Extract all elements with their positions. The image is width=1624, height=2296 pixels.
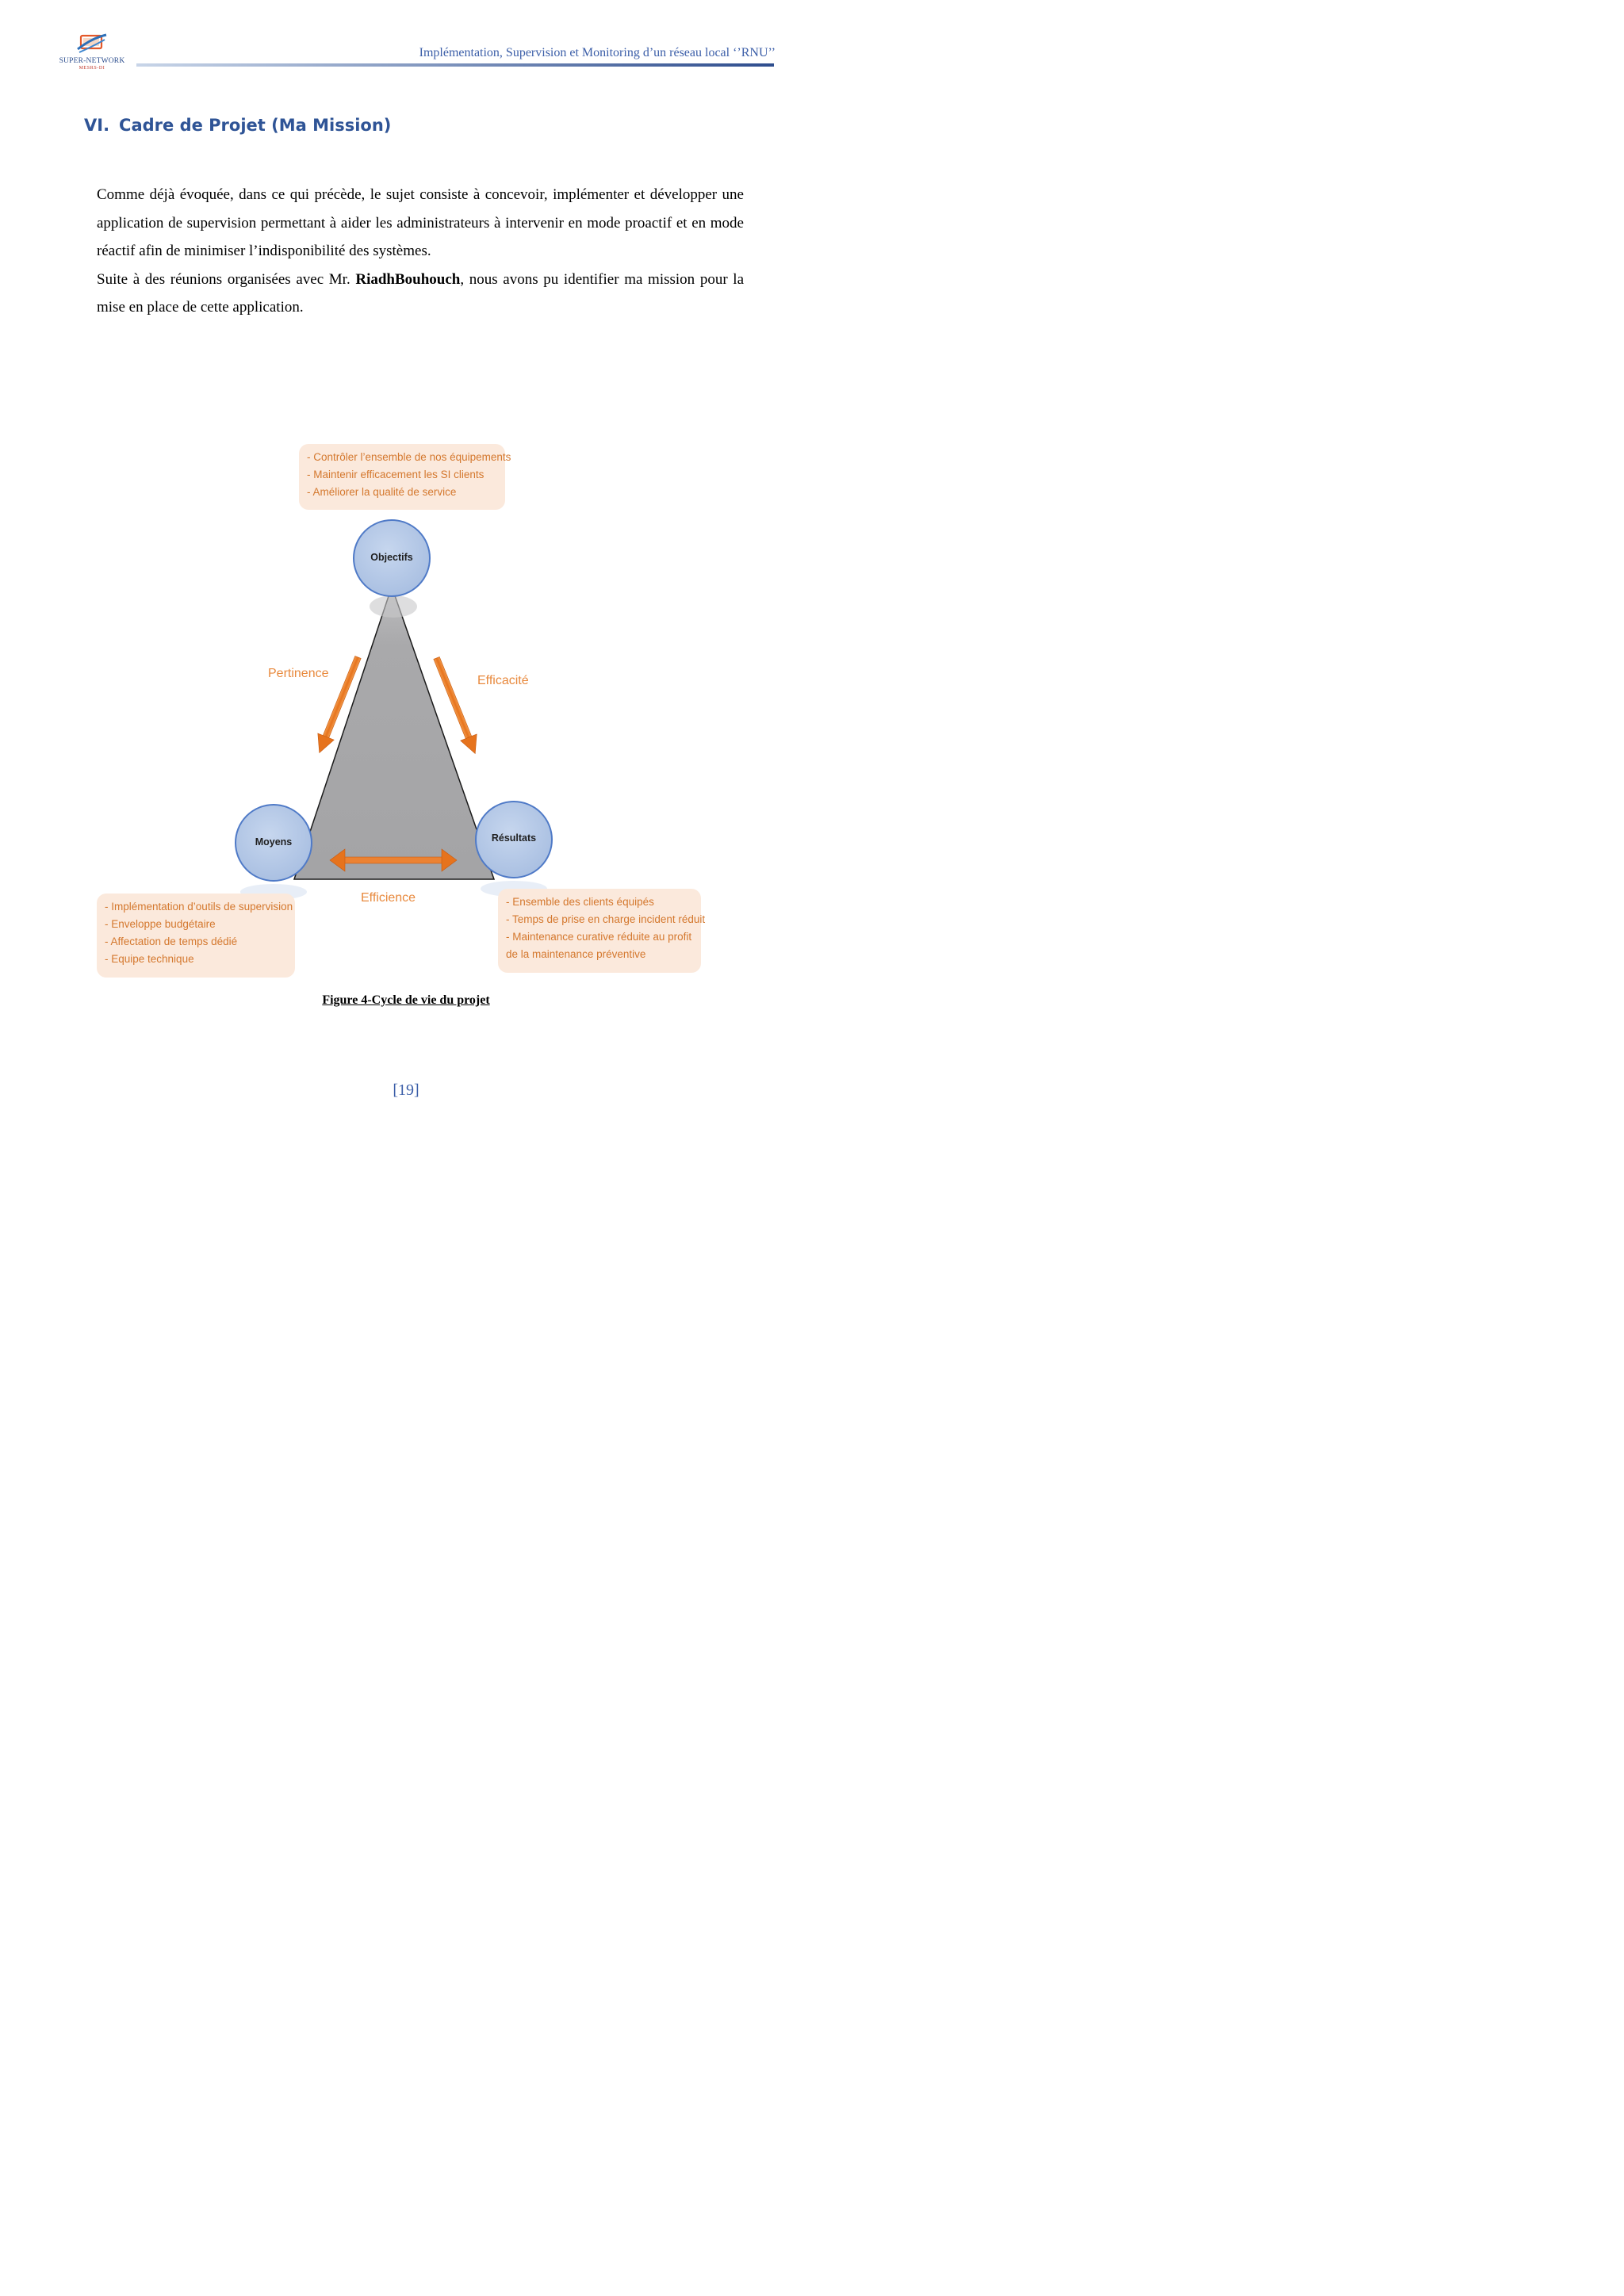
resultats-item: - Maintenance curative réduite au profit [506, 931, 692, 943]
moyens-box [97, 894, 295, 978]
resultats-item: de la maintenance préventive [506, 948, 646, 960]
objectifs-label: Objectifs [370, 552, 413, 563]
objectifs-item: - Améliorer la qualité de service [307, 486, 457, 498]
paragraph-2 [97, 266, 744, 322]
moyens-item: - Enveloppe budgétaire [105, 918, 216, 930]
resultats-item: - Ensemble des clients équipés [506, 896, 654, 908]
person-name: RiadhBouhouch [355, 270, 461, 288]
monitor-logo-icon [76, 33, 108, 54]
logo-text: SUPER-NETWORK [59, 57, 125, 65]
section-heading [84, 116, 391, 135]
logo-subtext: MESRS-DI [79, 66, 105, 71]
paragraph-1: Comme déjà évoquée, dans ce qui précède, le sujet consiste à concevoir, implémenter et développer une application de supervision permettant à aider les administrateurs à intervenir en mode proactif et en mode réactif afin de minimiser l’indisponibilité des systèmes. [97, 186, 744, 260]
resultats-item: - Temps de prise en charge incident réduit [506, 913, 706, 925]
moyens-item: - Affectation de temps dédié [105, 936, 238, 947]
running-header-title: Implémentation, Supervision et Monitoring d’un réseau local ‘’RNU’’ [419, 46, 776, 59]
efficacite-label: Efficacité [477, 674, 529, 687]
paragraph-2-end: , nous avons pu identifier ma mission pour la mise en place de cette application. [97, 270, 745, 316]
moyens-item: - Equipe technique [105, 953, 194, 965]
figure-caption: Figure 4-Cycle de vie du projet [322, 993, 490, 1007]
efficience-label: Efficience [361, 891, 416, 905]
page-number: [19] [393, 1081, 419, 1099]
triangle-highlight [370, 595, 417, 618]
body-text [97, 181, 744, 322]
moyens-item: - Implémentation d’outils de supervision [105, 901, 293, 913]
resultats-box [498, 889, 706, 973]
objectifs-item: - Contrôler l’ensemble de nos équipements [307, 451, 511, 463]
pertinence-label: Pertinence [268, 667, 329, 680]
objectifs-item: - Maintenir efficacement les SI clients [307, 469, 485, 480]
super-network-logo [52, 32, 132, 76]
moyens-label: Moyens [255, 836, 293, 848]
document-page [0, 0, 812, 1148]
project-lifecycle-diagram [91, 440, 710, 995]
resultats-label: Résultats [491, 832, 537, 844]
paragraph-2-start: Suite à des réunions organisées avec Mr. [97, 270, 356, 288]
section-number: VI. [84, 116, 110, 135]
section-title: Cadre de Projet (Ma Mission) [119, 116, 392, 135]
objectifs-box [299, 444, 511, 510]
header-rule [136, 63, 774, 67]
